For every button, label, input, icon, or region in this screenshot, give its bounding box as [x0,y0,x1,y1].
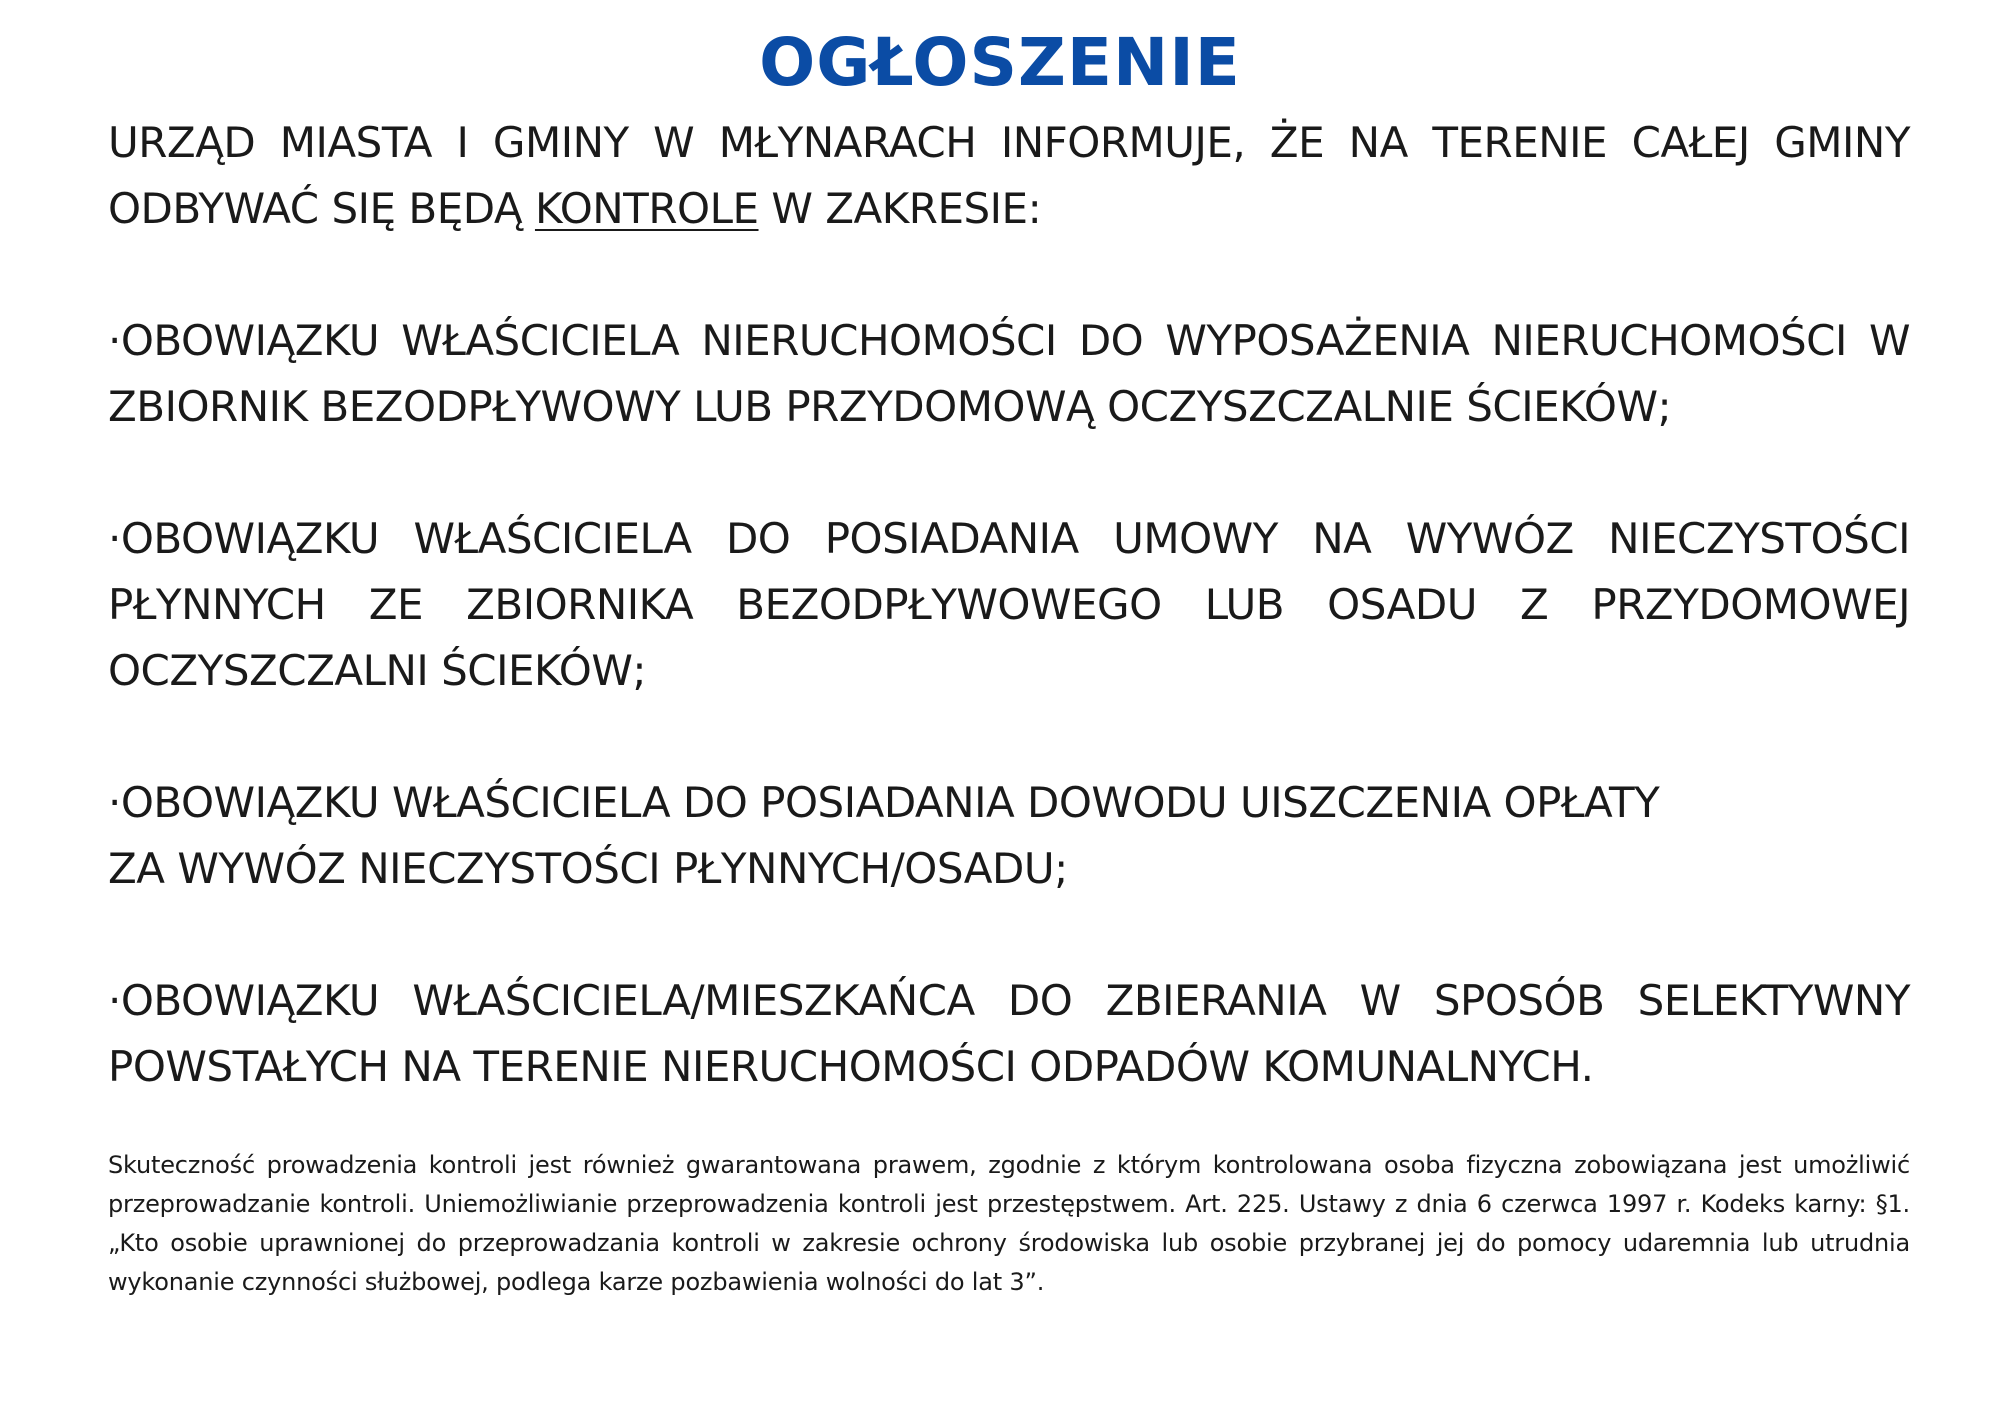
payment-proof-line-2: ZA WYWÓZ NIECZYSTOŚCI PŁYNNYCH/OSADU; [108,844,1068,893]
payment-proof-line-1: ·OBOWIĄZKU WŁAŚCICIELA DO POSIADANIA DOWODU UISZCZENIA OPŁATY [108,778,1660,827]
announcement-body [108,110,1910,1326]
control-item-disposal-contract: ·OBOWIĄZKU WŁAŚCICIELA DO POSIADANIA UMOWY NA WYWÓZ NIECZYSTOŚCI PŁYNNYCH ZE ZBIORNIKA BEZODPŁYWOWEGO LUB OSADU Z PRZYDOMOWEJ OCZYSZCZALNI ŚCIEKÓW; [108,514,1910,695]
control-item-septic-tank: ·OBOWIĄZKU WŁAŚCICIELA NIERUCHOMOŚCI DO WYPOSAŻENIA NIERUCHOMOŚCI W ZBIORNIK BEZODPŁYWOWY LUB PRZYDOMOWĄ OCZYSZCZALNIE ŚCIEKÓW; [108,316,1910,431]
intro-text-before: URZĄD MIASTA I GMINY W MŁYNARACH INFORMUJE, ŻE NA TERENIE CAŁEJ GMINY ODBYWAĆ SIĘ BĘDĄ [108,118,1910,233]
control-item-payment-proof [108,770,1910,902]
intro-paragraph [108,110,1910,242]
announcement-title: OGŁOSZENIE [759,24,1241,101]
intro-underlined-word: KONTROLE [534,184,759,233]
legal-footnote: Skuteczność prowadzenia kontroli jest również gwarantowana prawem, zgodnie z którym kontrolowana osoba fizyczna zobowiązana jest umożliwić przeprowadzanie kontroli. Uniemożliwianie przeprowadzenia kontroli jest przestępstwem. Art. 225. Ustawy z dnia 6 czerwca 1997 r. Kodeks karny: §1. „Kto osobie uprawnionej do przeprowadzania kontroli w zakresie ochrony środowiska lub osobie przybranej jej do pomocy udaremnia lub utrudnia wykonanie czynności służbowej, podlega karze pozbawienia wolności do lat 3”. [108,1151,1910,1296]
intro-text-after: W ZAKRESIE: [758,184,1042,233]
control-item-waste-segregation: ·OBOWIĄZKU WŁAŚCICIELA/MIESZKAŃCA DO ZBIERANIA W SPOSÓB SELEKTYWNY POWSTAŁYCH NA TERENIE NIERUCHOMOŚCI ODPADÓW KOMUNALNYCH. [108,976,1910,1091]
